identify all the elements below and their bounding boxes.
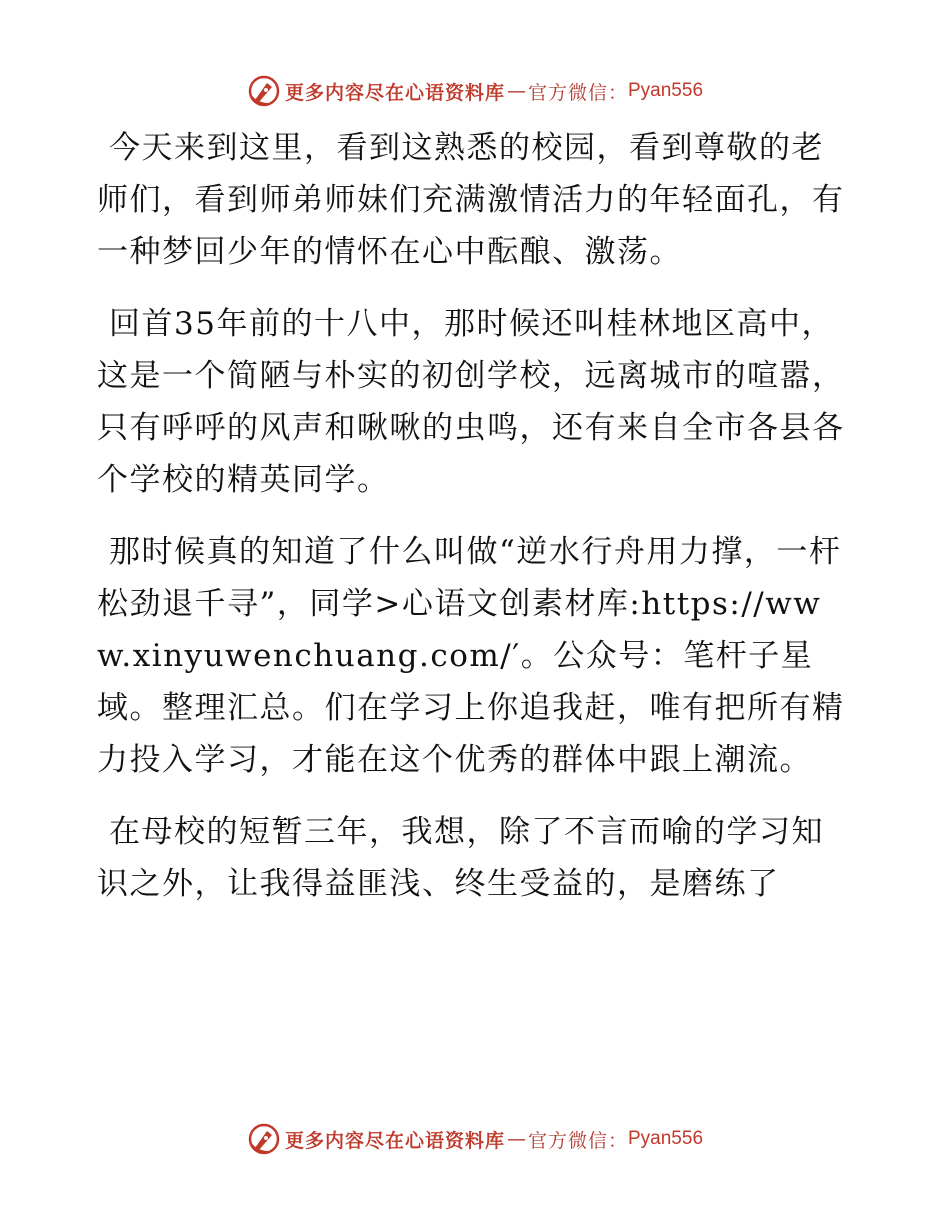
paragraph-3: 那时候真的知道了什么叫做“逆水行舟用力撑，一杆松劲退千寻”，同学>心语文创素材库:https://www.xinyuwenchuang.com/′。公众号：笔杆子星域。整理汇总。们在学习上你追我赶，唯有把所有精力投入学习，才能在这个优秀的群体中跟上潮流。 [97,534,845,778]
paragraph-4: 在母校的短暂三年，我想，除了不言而喻的学习知识之外，让我得益匪浅、终生受益的，是磨练了 [97,814,824,902]
pen-nib-circle-icon [247,1122,281,1156]
footer-separator: — [506,1128,526,1150]
paragraph-1: 今天来到这里，看到这熟悉的校园，看到尊敬的老师们，看到师弟师妹们充满激情活力的年轻面孔，有一种梦回少年的情怀在心中酝酿、激荡。 [97,130,845,270]
footer-banner [0,1119,950,1159]
header-official-label: 官方微信： [527,81,628,104]
header-separator: — [506,80,526,102]
pen-nib-circle-icon [247,74,281,108]
header-banner [0,71,950,111]
header-brand-text: 更多内容尽在心语资料库 [284,81,505,104]
footer-brand-text: 更多内容尽在心语资料库 [284,1129,505,1152]
paragraph-2: 回首35年前的十八中，那时候还叫桂林地区高中，这是一个简陋与朴实的初创学校，远离城市的喧嚣，只有呼呼的风声和啾啾的虫鸣，还有来自全市各县各个学校的精英同学。 [97,306,845,498]
footer-wechat-id: Pyan556 [628,1128,704,1149]
article-body [97,122,849,930]
footer-official-label: 官方微信： [527,1129,628,1152]
header-wechat-id: Pyan556 [628,80,704,101]
